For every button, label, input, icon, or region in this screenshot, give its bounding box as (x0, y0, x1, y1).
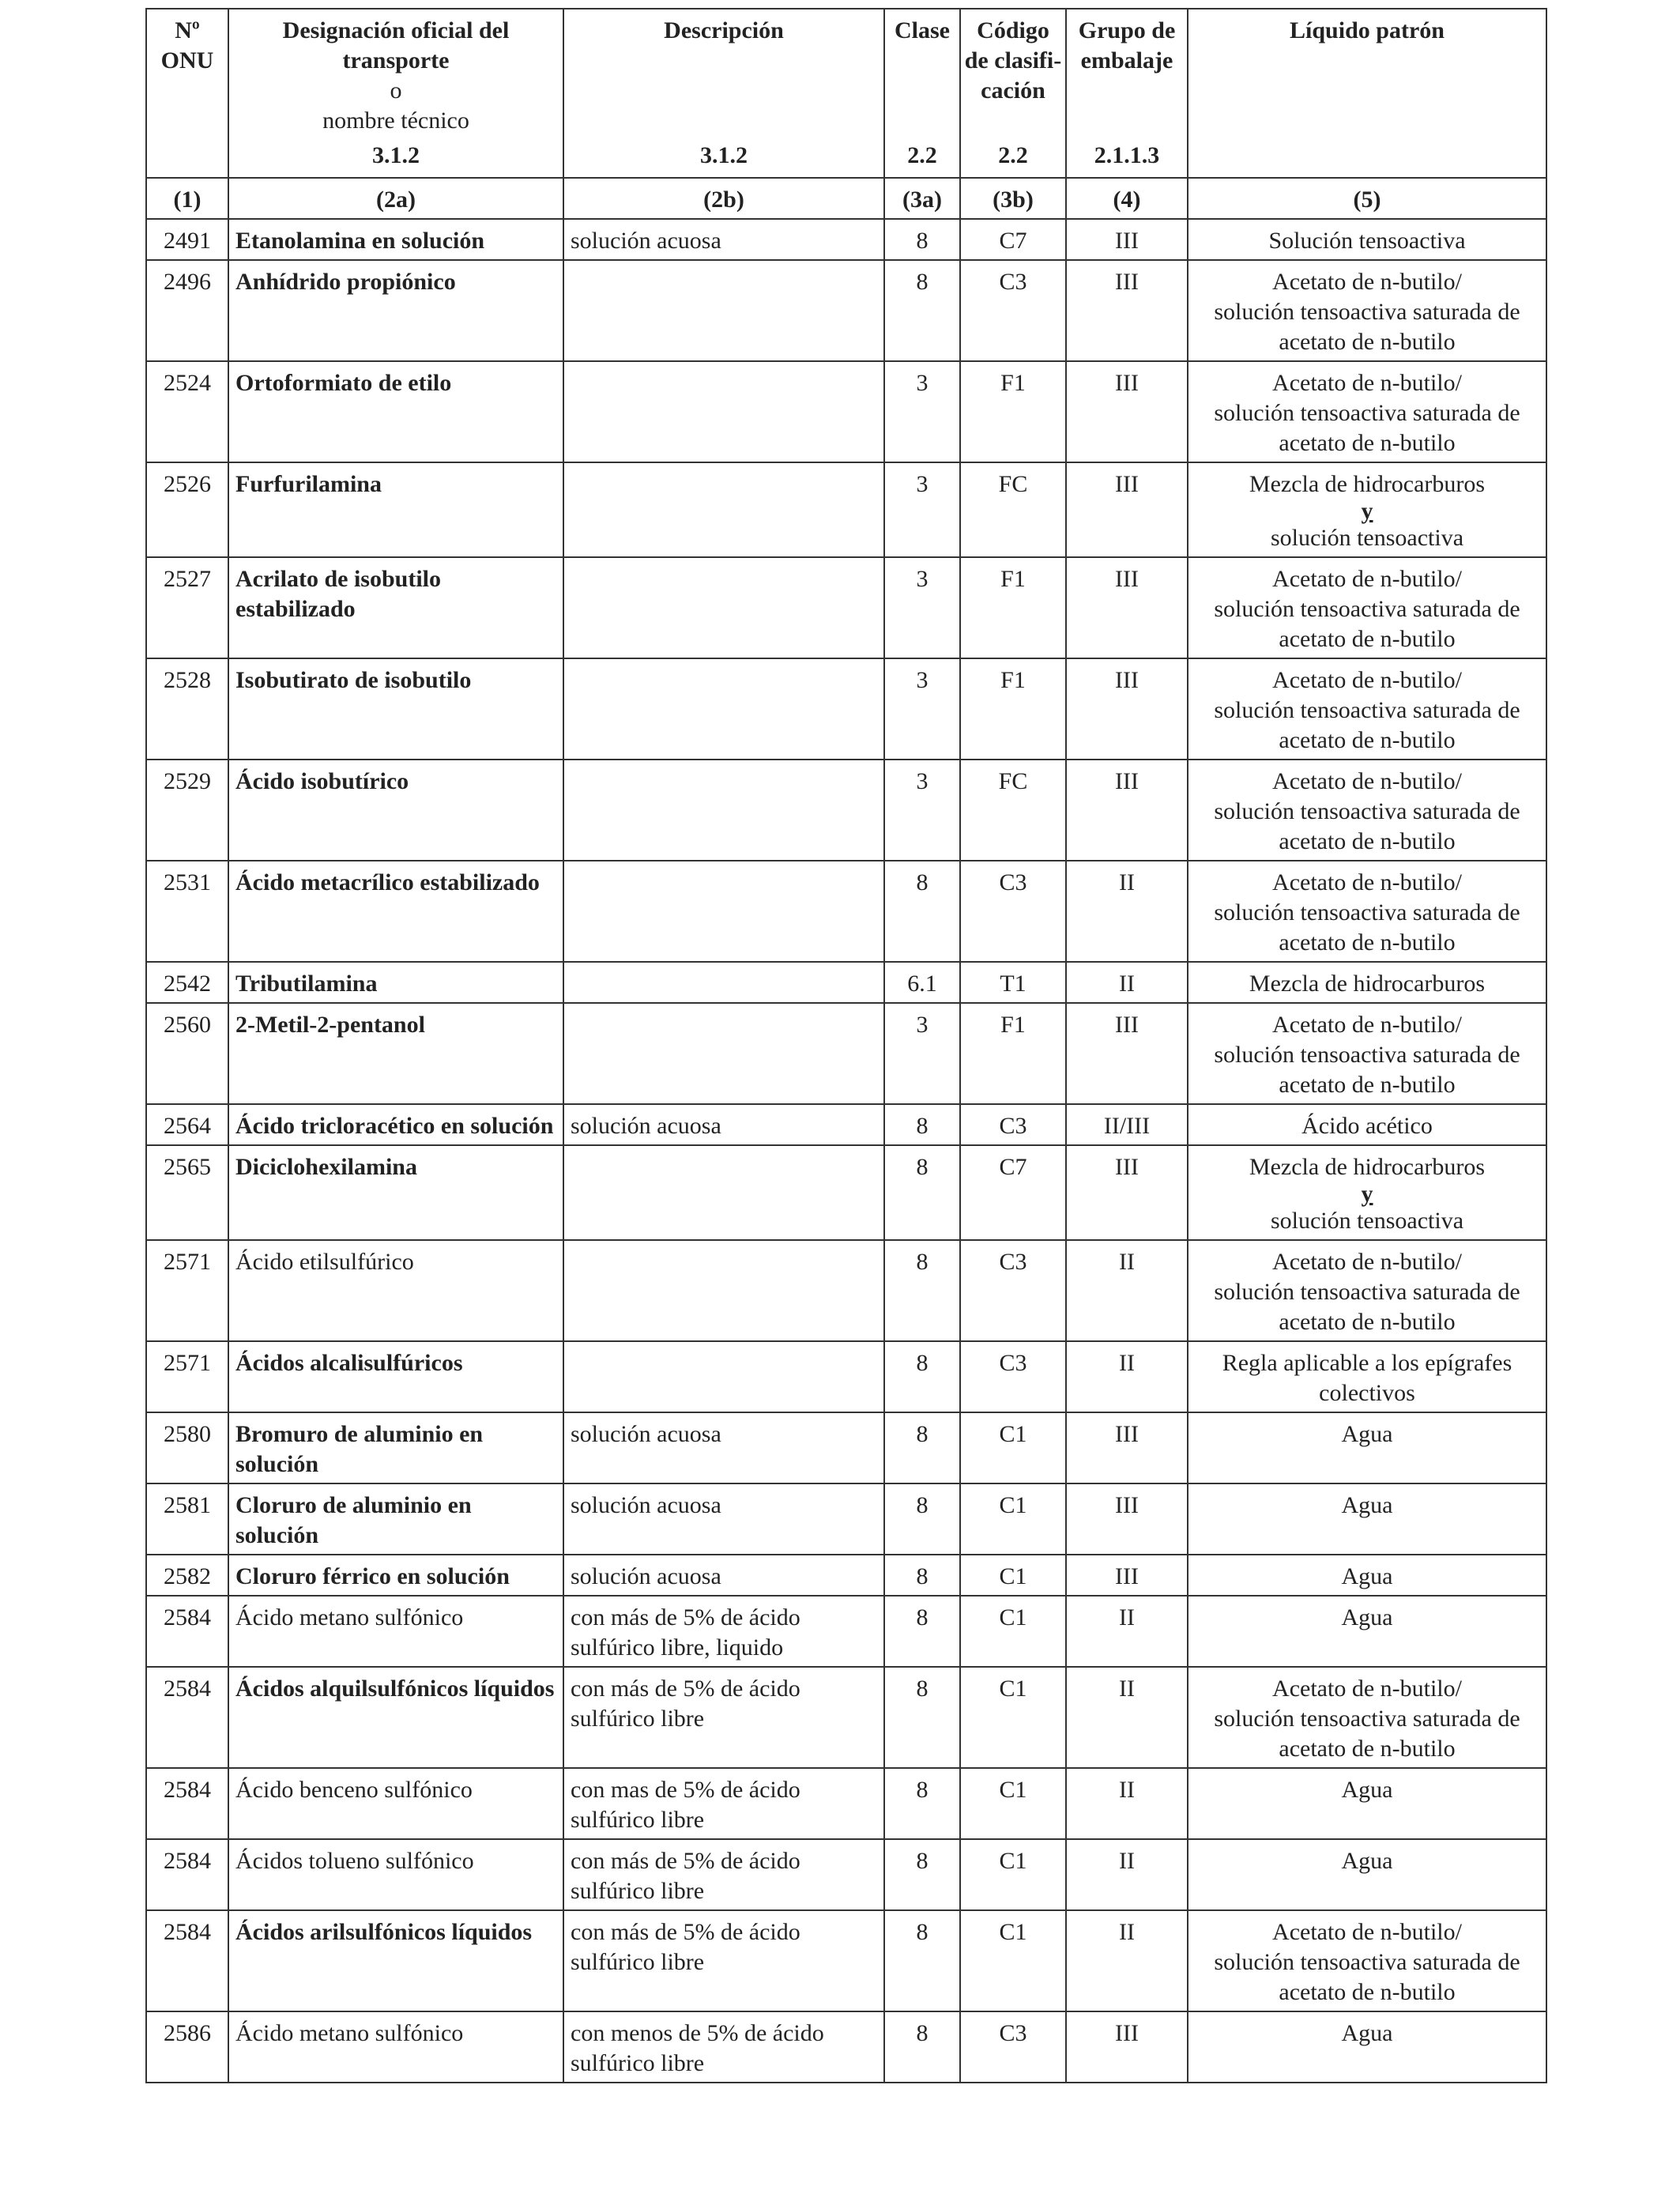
table-row (146, 760, 1546, 861)
liquid-line: Acetato de n-butilo/ (1272, 370, 1462, 396)
liquid-line: solución tensoactiva saturada de (1214, 1042, 1520, 1068)
liquid-line: Acetato de n-butilo/ (1272, 768, 1462, 794)
packing-group-cell: III (1066, 1145, 1188, 1240)
un-number-cell: 2542 (146, 962, 228, 1003)
liquid-line: Acetato de n-butilo/ (1272, 667, 1462, 693)
table-row (146, 1555, 1546, 1596)
classification-code-cell: C1 (960, 1555, 1066, 1596)
designation-cell: Cloruro férrico en solución (228, 1555, 563, 1596)
standard-liquid-cell (1188, 557, 1546, 658)
standard-liquid-cell (1188, 1596, 1546, 1667)
class-cell: 8 (884, 260, 960, 361)
class-cell: 3 (884, 462, 960, 557)
designation-cell: Ácidos tolueno sulfónico (228, 1839, 563, 1910)
packing-group-cell: II (1066, 861, 1188, 962)
packing-group-cell: II (1066, 1667, 1188, 1768)
standard-liquid-cell (1188, 760, 1546, 861)
standard-liquid-cell (1188, 1839, 1546, 1910)
description-cell: solución acuosa (563, 1483, 884, 1555)
class-cell: 8 (884, 1555, 960, 1596)
class-cell: 8 (884, 1839, 960, 1910)
description-cell: con menos de 5% de ácido sulfúrico libre (563, 2011, 884, 2083)
packing-group-cell: III (1066, 219, 1188, 260)
un-number-cell: 2586 (146, 2011, 228, 2083)
standard-liquid-cell (1188, 1240, 1546, 1341)
designation-cell: Acrilato de isobutilo estabilizado (228, 557, 563, 658)
class-cell: 8 (884, 1240, 960, 1341)
standard-liquid-cell (1188, 462, 1546, 557)
designation-cell: Tributilamina (228, 962, 563, 1003)
liquid-line: Acetato de n-butilo/ (1272, 1676, 1462, 1702)
standard-liquid-cell (1188, 260, 1546, 361)
standard-liquid-cell (1188, 1555, 1546, 1596)
column-number: (3a) (884, 178, 960, 219)
packing-group-cell: II (1066, 1839, 1188, 1910)
liquid-line: Acetato de n-butilo/ (1272, 269, 1462, 295)
liquid-line: Agua (1341, 1421, 1393, 1447)
standard-liquid-cell (1188, 1104, 1546, 1145)
designation-cell: Etanolamina en solución (228, 219, 563, 260)
liquid-line: acetato de n-butilo (1279, 1072, 1456, 1098)
table-row (146, 1910, 1546, 2011)
liquid-line: solución tensoactiva saturada de (1214, 1279, 1520, 1305)
column-number: (1) (146, 178, 228, 219)
packing-group-cell: III (1066, 760, 1188, 861)
packing-group-cell: III (1066, 658, 1188, 760)
standard-liquid-cell (1188, 1667, 1546, 1768)
standard-liquid-cell (1188, 1768, 1546, 1839)
class-cell: 3 (884, 760, 960, 861)
section-ref: 2.2 (907, 142, 937, 168)
classification-code-cell: C1 (960, 1910, 1066, 2011)
liquid-line: acetato de n-butilo (1279, 329, 1456, 355)
classification-code-cell: C3 (960, 1341, 1066, 1412)
class-cell: 3 (884, 658, 960, 760)
standard-liquid-cell (1188, 2011, 1546, 2083)
class-cell: 8 (884, 1412, 960, 1483)
un-number-cell: 2526 (146, 462, 228, 557)
liquid-line: acetato de n-butilo (1279, 1736, 1456, 1762)
description-cell: con mas de 5% de ácido sulfúrico libre (563, 1768, 884, 1839)
liquid-line: Agua (1341, 1848, 1393, 1874)
designation-cell: Ortoformiato de etilo (228, 361, 563, 462)
liquid-line: Solución tensoactiva (1268, 228, 1466, 254)
classification-code-cell: F1 (960, 1003, 1066, 1104)
table-body (146, 219, 1546, 2083)
un-number-cell: 2524 (146, 361, 228, 462)
header-onu: Nº ONU (146, 9, 228, 178)
designation-cell: Ácido etilsulfúrico (228, 1240, 563, 1341)
designation-cell: 2-Metil-2-pentanol (228, 1003, 563, 1104)
classification-code-cell: T1 (960, 962, 1066, 1003)
liquid-line: solución tensoactiva saturada de (1214, 1949, 1520, 1975)
designation-cell: Ácidos alcalisulfúricos (228, 1341, 563, 1412)
table-row (146, 1839, 1546, 1910)
description-cell: solución acuosa (563, 1412, 884, 1483)
column-number: (2a) (228, 178, 563, 219)
table-row (146, 1483, 1546, 1555)
liquid-line: Acetato de n-butilo/ (1272, 1012, 1462, 1038)
column-number: (5) (1188, 178, 1546, 219)
table-row (146, 219, 1546, 260)
class-cell: 8 (884, 861, 960, 962)
un-number-cell: 2584 (146, 1910, 228, 2011)
description-cell (563, 760, 884, 861)
description-cell (563, 962, 884, 1003)
class-cell: 3 (884, 1003, 960, 1104)
description-cell (563, 658, 884, 760)
header-grupo: Grupo de embalaje 2.1.1.3 (1066, 9, 1188, 178)
liquid-line: solución tensoactiva saturada de (1214, 697, 1520, 723)
packing-group-cell: III (1066, 462, 1188, 557)
table-row (146, 861, 1546, 962)
liquid-line: Regla aplicable a los epígrafes (1222, 1350, 1512, 1376)
liquid-line: solución tensoactiva saturada de (1214, 299, 1520, 325)
class-cell: 6.1 (884, 962, 960, 1003)
liquid-line: Mezcla de hidrocarburos (1249, 971, 1486, 997)
class-cell: 8 (884, 1596, 960, 1667)
substances-table (145, 8, 1547, 2083)
un-number-cell: 2496 (146, 260, 228, 361)
liquid-line: acetato de n-butilo (1279, 929, 1456, 956)
un-number-cell: 2584 (146, 1768, 228, 1839)
liquid-line: Mezcla de hidrocarburos (1249, 471, 1486, 497)
standard-liquid-cell (1188, 1910, 1546, 2011)
packing-group-cell: III (1066, 361, 1188, 462)
liquid-line: Agua (1341, 1492, 1393, 1518)
packing-group-cell: III (1066, 1483, 1188, 1555)
classification-code-cell: FC (960, 462, 1066, 557)
description-cell (563, 557, 884, 658)
classification-code-cell: F1 (960, 658, 1066, 760)
section-ref: 2.1.1.3 (1094, 142, 1160, 168)
standard-liquid-cell (1188, 962, 1546, 1003)
classification-code-cell: C1 (960, 1839, 1066, 1910)
classification-code-cell: C3 (960, 1240, 1066, 1341)
table-row (146, 1341, 1546, 1412)
column-number: (3b) (960, 178, 1066, 219)
table-row (146, 658, 1546, 760)
un-number-cell: 2571 (146, 1341, 228, 1412)
un-number-cell: 2581 (146, 1483, 228, 1555)
standard-liquid-cell (1188, 1483, 1546, 1555)
description-cell (563, 361, 884, 462)
liquid-line: Agua (1341, 1563, 1393, 1589)
standard-liquid-cell (1188, 219, 1546, 260)
liquid-line: Acetato de n-butilo/ (1272, 566, 1462, 592)
designation-cell: Ácidos alquilsulfónicos líquidos (228, 1667, 563, 1768)
section-ref: 2.2 (998, 142, 1028, 168)
packing-group-cell: II (1066, 1240, 1188, 1341)
liquid-line: acetato de n-butilo (1279, 1979, 1456, 2005)
description-cell: solución acuosa (563, 219, 884, 260)
liquid-line: acetato de n-butilo (1279, 828, 1456, 854)
standard-liquid-cell (1188, 1145, 1546, 1240)
packing-group-cell: II (1066, 1768, 1188, 1839)
description-cell (563, 1240, 884, 1341)
un-number-cell: 2584 (146, 1839, 228, 1910)
un-number-cell: 2528 (146, 658, 228, 760)
table-row (146, 1667, 1546, 1768)
un-number-cell: 2582 (146, 1555, 228, 1596)
classification-code-cell: C3 (960, 260, 1066, 361)
classification-code-cell: C3 (960, 1104, 1066, 1145)
section-ref: 3.1.2 (700, 142, 748, 168)
designation-cell: Ácido metano sulfónico (228, 2011, 563, 2083)
liquid-line: acetato de n-butilo (1279, 626, 1456, 652)
classification-code-cell: F1 (960, 557, 1066, 658)
column-number: (2b) (563, 178, 884, 219)
table-row (146, 1104, 1546, 1145)
un-number-cell: 2491 (146, 219, 228, 260)
classification-code-cell: C1 (960, 1483, 1066, 1555)
class-cell: 8 (884, 2011, 960, 2083)
un-number-cell: 2531 (146, 861, 228, 962)
un-number-cell: 2584 (146, 1596, 228, 1667)
un-number-cell: 2584 (146, 1667, 228, 1768)
designation-cell: Ácido tricloracético en solución (228, 1104, 563, 1145)
header-codigo: Código de clasifi-cación 2.2 (960, 9, 1066, 178)
description-cell (563, 462, 884, 557)
packing-group-cell: III (1066, 557, 1188, 658)
packing-group-cell: III (1066, 2011, 1188, 2083)
packing-group-cell: III (1066, 1003, 1188, 1104)
header-designacion: Designación oficial del transporte o nombre técnico 3.1.2 (228, 9, 563, 178)
liquid-line: solución tensoactiva (1270, 1208, 1464, 1234)
classification-code-cell: C1 (960, 1768, 1066, 1839)
table-row (146, 1768, 1546, 1839)
description-cell: con más de 5% de ácido sulfúrico libre (563, 1910, 884, 2011)
packing-group-cell: III (1066, 1555, 1188, 1596)
un-number-cell: 2529 (146, 760, 228, 861)
header-clase: Clase 2.2 (884, 9, 960, 178)
liquid-line: solución tensoactiva (1270, 525, 1464, 551)
classification-code-cell: C7 (960, 1145, 1066, 1240)
liquid-line: solución tensoactiva saturada de (1214, 798, 1520, 824)
classification-code-cell: C3 (960, 2011, 1066, 2083)
packing-group-cell: II (1066, 1341, 1188, 1412)
designation-cell: Bromuro de aluminio en solución (228, 1412, 563, 1483)
liquid-line: Agua (1341, 1604, 1393, 1630)
standard-liquid-cell (1188, 1003, 1546, 1104)
designation-cell: Ácido benceno sulfónico (228, 1768, 563, 1839)
class-cell: 8 (884, 1145, 960, 1240)
designation-cell: Furfurilamina (228, 462, 563, 557)
packing-group-cell: III (1066, 260, 1188, 361)
un-number-cell: 2560 (146, 1003, 228, 1104)
liquid-line: Ácido acético (1301, 1113, 1433, 1139)
description-cell (563, 1003, 884, 1104)
description-cell: con más de 5% de ácido sulfúrico libre (563, 1839, 884, 1910)
standard-liquid-cell (1188, 861, 1546, 962)
table-row (146, 1412, 1546, 1483)
classification-code-cell: C3 (960, 861, 1066, 962)
classification-code-cell: FC (960, 760, 1066, 861)
un-number-cell: 2564 (146, 1104, 228, 1145)
liquid-conjunction: y (1361, 1181, 1373, 1207)
classification-code-cell: C1 (960, 1596, 1066, 1667)
table-row (146, 1240, 1546, 1341)
table-row (146, 1596, 1546, 1667)
designation-cell: Ácidos arilsulfónicos líquidos (228, 1910, 563, 2011)
standard-liquid-cell (1188, 1412, 1546, 1483)
standard-liquid-cell (1188, 361, 1546, 462)
designation-cell: Ácido isobutírico (228, 760, 563, 861)
liquid-line: Mezcla de hidrocarburos (1249, 1154, 1486, 1180)
table-row (146, 260, 1546, 361)
designation-cell: Cloruro de aluminio en solución (228, 1483, 563, 1555)
packing-group-cell: III (1066, 1412, 1188, 1483)
un-number-cell: 2571 (146, 1240, 228, 1341)
description-cell: con más de 5% de ácido sulfúrico libre, liquido (563, 1596, 884, 1667)
liquid-conjunction: y (1361, 498, 1373, 524)
class-cell: 3 (884, 557, 960, 658)
designation-cell: Diciclohexilamina (228, 1145, 563, 1240)
classification-code-cell: C1 (960, 1412, 1066, 1483)
designation-cell: Anhídrido propiónico (228, 260, 563, 361)
table-row (146, 361, 1546, 462)
header-descripcion: Descripción 3.1.2 (563, 9, 884, 178)
classification-code-cell: F1 (960, 361, 1066, 462)
table-row (146, 1145, 1546, 1240)
liquid-line: acetato de n-butilo (1279, 727, 1456, 753)
class-cell: 8 (884, 1483, 960, 1555)
class-cell: 8 (884, 1768, 960, 1839)
table-row (146, 2011, 1546, 2083)
designation-cell: Ácido metano sulfónico (228, 1596, 563, 1667)
liquid-line: Acetato de n-butilo/ (1272, 1919, 1462, 1945)
class-cell: 8 (884, 219, 960, 260)
designation-cell: Ácido metacrílico estabilizado (228, 861, 563, 962)
liquid-line: acetato de n-butilo (1279, 430, 1456, 456)
description-cell (563, 1341, 884, 1412)
packing-group-cell: II (1066, 962, 1188, 1003)
table-row (146, 962, 1546, 1003)
table-row (146, 462, 1546, 557)
header-row (146, 9, 1546, 178)
liquid-line: acetato de n-butilo (1279, 1309, 1456, 1335)
table-row (146, 557, 1546, 658)
description-cell (563, 260, 884, 361)
column-number-row (146, 178, 1546, 219)
liquid-line: solución tensoactiva saturada de (1214, 899, 1520, 925)
un-number-cell: 2580 (146, 1412, 228, 1483)
liquid-line: colectivos (1319, 1380, 1415, 1406)
class-cell: 8 (884, 1667, 960, 1768)
standard-liquid-cell (1188, 1341, 1546, 1412)
liquid-line: solución tensoactiva saturada de (1214, 596, 1520, 622)
un-number-cell: 2565 (146, 1145, 228, 1240)
class-cell: 8 (884, 1104, 960, 1145)
classification-code-cell: C1 (960, 1667, 1066, 1768)
liquid-line: solución tensoactiva saturada de (1214, 1706, 1520, 1732)
packing-group-cell: II (1066, 1910, 1188, 2011)
section-ref: 3.1.2 (372, 142, 420, 168)
classification-code-cell: C7 (960, 219, 1066, 260)
liquid-line: solución tensoactiva saturada de (1214, 400, 1520, 426)
class-cell: 8 (884, 1910, 960, 2011)
description-cell (563, 1145, 884, 1240)
description-cell: con más de 5% de ácido sulfúrico libre (563, 1667, 884, 1768)
un-number-cell: 2527 (146, 557, 228, 658)
table-row (146, 1003, 1546, 1104)
class-cell: 8 (884, 1341, 960, 1412)
liquid-line: Acetato de n-butilo/ (1272, 869, 1462, 895)
liquid-line: Agua (1341, 2020, 1393, 2046)
packing-group-cell: II/III (1066, 1104, 1188, 1145)
standard-liquid-cell (1188, 658, 1546, 760)
column-number: (4) (1066, 178, 1188, 219)
class-cell: 3 (884, 361, 960, 462)
liquid-line: Acetato de n-butilo/ (1272, 1249, 1462, 1275)
description-cell (563, 861, 884, 962)
description-cell: solución acuosa (563, 1104, 884, 1145)
designation-cell: Isobutirato de isobutilo (228, 658, 563, 760)
packing-group-cell: II (1066, 1596, 1188, 1667)
liquid-line: Agua (1341, 1777, 1393, 1803)
header-liquido: Líquido patrón (1188, 9, 1546, 178)
description-cell: solución acuosa (563, 1555, 884, 1596)
